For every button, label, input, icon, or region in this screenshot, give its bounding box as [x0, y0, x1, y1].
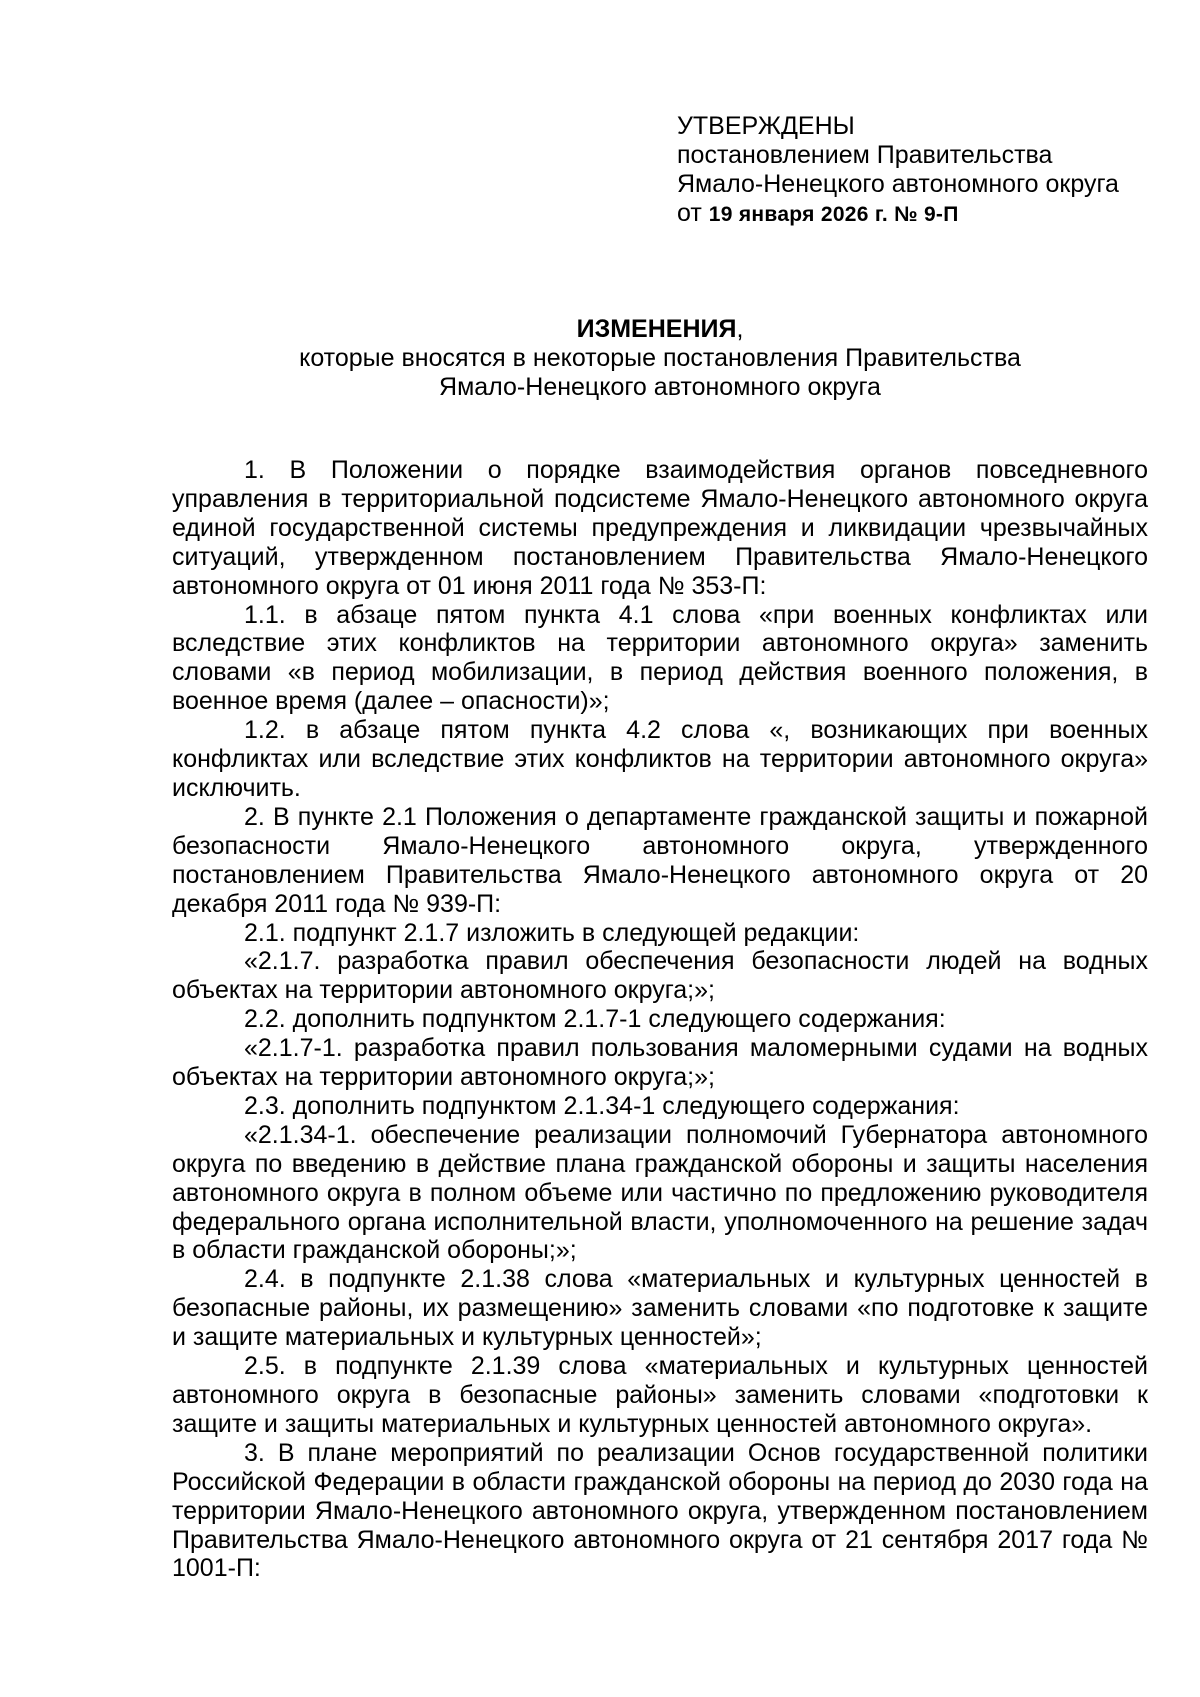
paragraph-2-1-7-text: «2.1.7. разработка правил обеспечения безопасности людей на водных объектах на территории автономного округа;»;: [172, 947, 1148, 1005]
approval-line-1: постановлением Правительства: [677, 141, 1053, 169]
document-title: [170, 315, 1150, 344]
paragraph-2-1-34-1-text: «2.1.34-1. обеспечение реализации полномочий Губернатора автономного округа по введению в действие плана гражданской обороны и защиты населения автономного округа в полном объеме или частично по предложению руководителя федерального органа исполнительной власти, уполномоченного на решение задач в области гражданской обороны;»;: [172, 1120, 1148, 1265]
paragraph-1-2: 1.2. в абзаце пятом пункта 4.2 слова «, возникающих при военных конфликтах или вследствие этих конфликтов на территории автономного округа» исключить.: [172, 716, 1148, 802]
approval-line-2: Ямало-Ненецкого автономного округа: [677, 170, 1119, 198]
paragraph-2-2: 2.2. дополнить подпунктом 2.1.7-1 следующего содержания:: [244, 1005, 946, 1034]
paragraph-2-1-7-1-text: «2.1.7-1. разработка правил пользования маломерными судами на водных объектах на территории автономного округа;»;: [172, 1034, 1148, 1092]
approval-heading: УТВЕРЖДЕНЫ: [677, 112, 855, 140]
document-title-block: [170, 315, 1150, 402]
document-title-suffix: ,: [736, 315, 744, 343]
approval-date-value: 19 января 2026 г. № 9-П: [708, 203, 959, 226]
approval-date-prefix: от: [677, 199, 709, 227]
paragraph-3: 3. В плане мероприятий по реализации Основ государственной политики Российской Федерации в области гражданской обороны на период до 2030 года на территории Ямало-Ненецкого автономного округа, утвержденном постановлением Правительства Ямало-Ненецкого автономного округа от 21 сентября 2017 года № 1001-П:: [172, 1438, 1148, 1583]
paragraph-2-4: 2.4. в подпункте 2.1.38 слова «материальных и культурных ценностей в безопасные районы, их размещению» заменить словами «по подготовке к защите и защите материальных и культурных ценностей»;: [172, 1265, 1148, 1352]
document-subtitle-1: которые вносятся в некоторые постановления Правительства: [299, 344, 1021, 372]
paragraph-2: 2. В пункте 2.1 Положения о департаменте гражданской защиты и пожарной безопасности Ямало-Ненецкого автономного округа, утвержденного постановлением Правительства Ямало-Ненецкого автономного округа от 20 декабря 2011 года № 939-П:: [172, 802, 1148, 918]
approval-date-line: [677, 199, 1177, 229]
paragraph-2-5: 2.5. в подпункте 2.1.39 слова «материальных и культурных ценностей автономного округа в безопасные районы» заменить словами «подготовки к защите и защиты материальных и культурных ценностей автономного округа».: [172, 1352, 1148, 1438]
paragraph-1: 1. В Положении о порядке взаимодействия органов повседневного управления в территориальной подсистеме Ямало-Ненецкого автономного округа единой государственной системы предупреждения и ликвидации чрезвычайных ситуаций, утвержденном постановлением Правительства Ямало-Ненецкого автономного округа от 01 июня 2011 года № 353-П:: [172, 456, 1148, 600]
document-title-main: ИЗМЕНЕНИЯ: [576, 315, 737, 343]
document-subtitle-2: Ямало-Ненецкого автономного округа: [439, 373, 881, 401]
paragraph-2-1: 2.1. подпункт 2.1.7 изложить в следующей редакции:: [244, 918, 860, 947]
document-body: [172, 456, 1148, 1583]
paragraph-2-3: 2.3. дополнить подпунктом 2.1.34-1 следующего содержания:: [244, 1091, 960, 1120]
paragraph-1-1: 1.1. в абзаце пятом пункта 4.1 слова «при военных конфликтах или вследствие этих конфликтов на территории автономного округа» заменить словами «в период мобилизации, в период действия военного положения, в военное время (далее – опасности)»;: [172, 600, 1148, 716]
approval-block: [677, 112, 1177, 229]
